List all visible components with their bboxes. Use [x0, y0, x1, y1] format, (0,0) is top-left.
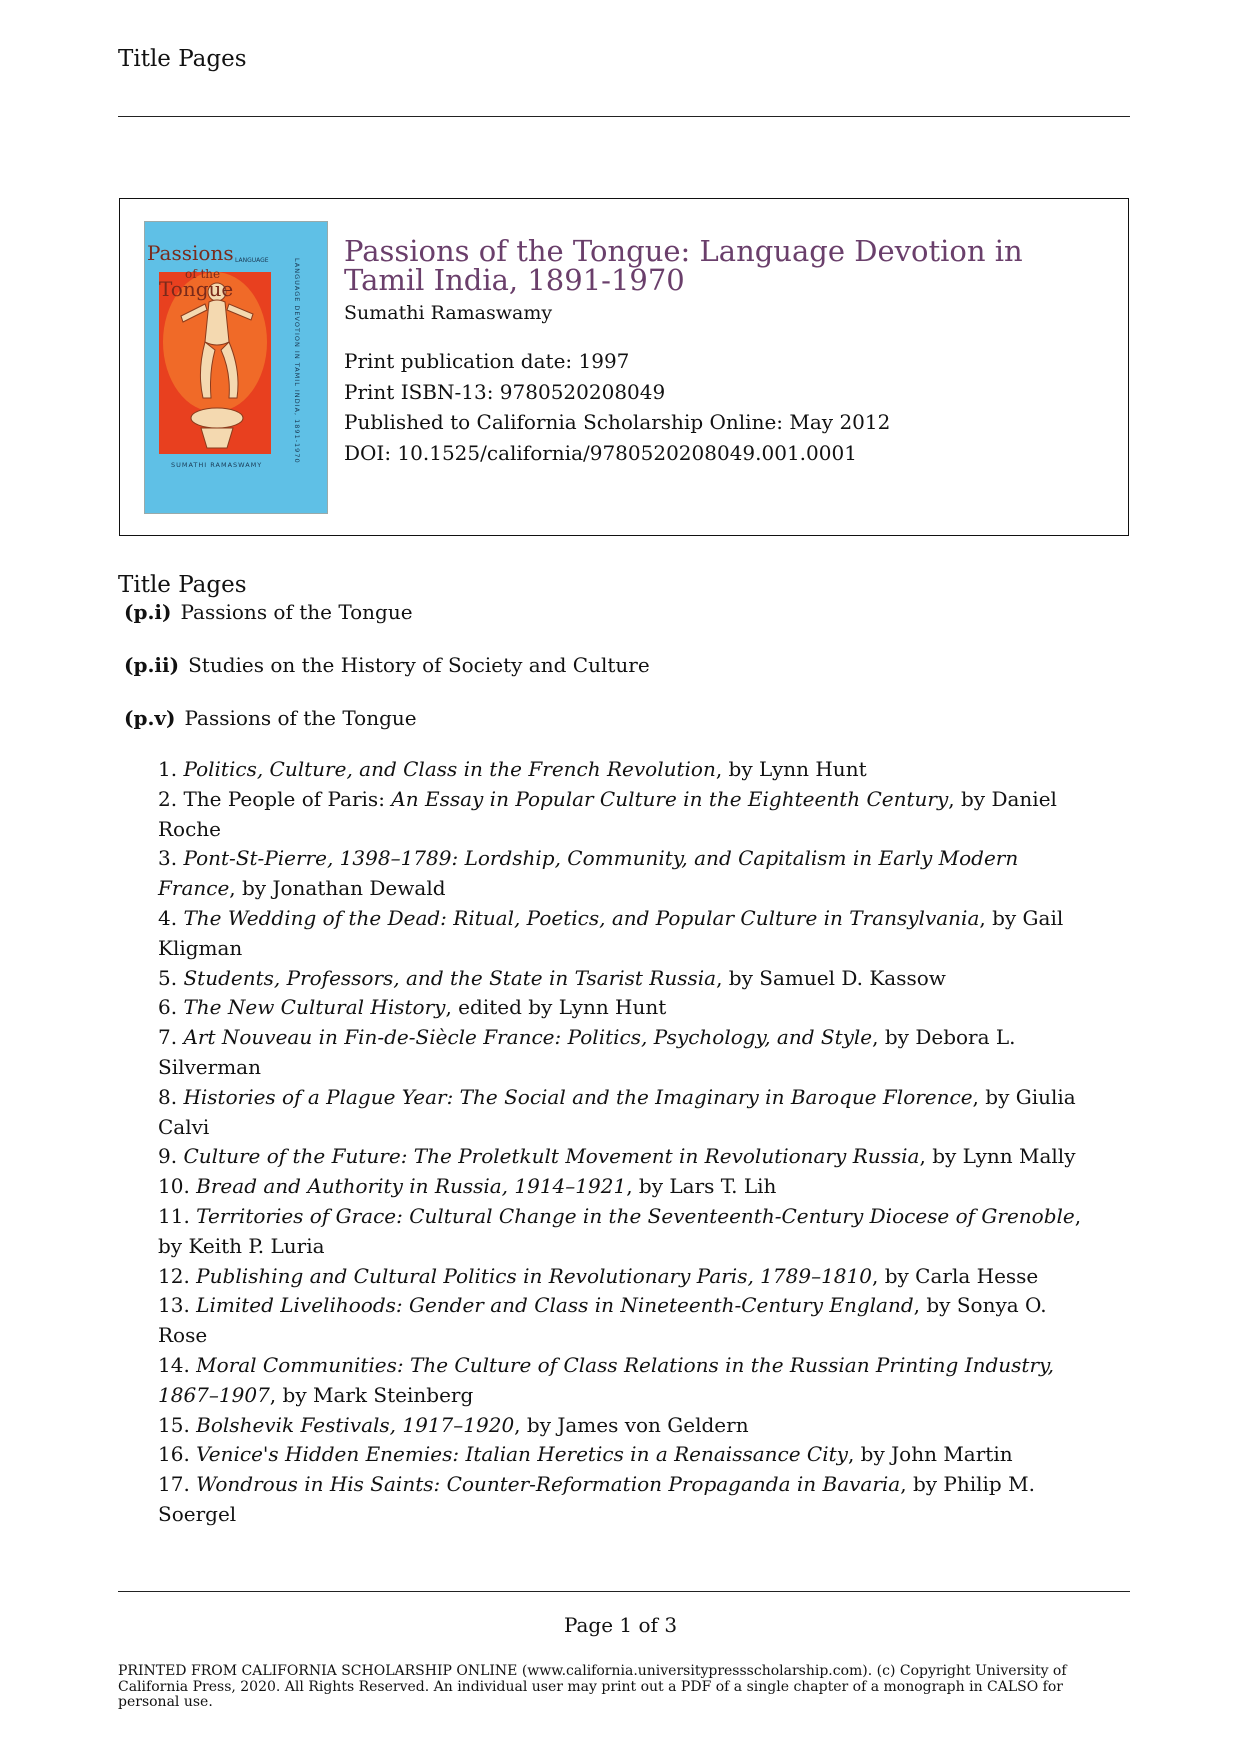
- series-item-title: Moral Communities: The Culture of Class Relations in the Russian Printing Industry, 1867–1907: [158, 1352, 1055, 1407]
- series-item-author: , by Jonathan Dewald: [229, 876, 446, 901]
- series-item-author: , edited by Lynn Hunt: [445, 995, 667, 1020]
- series-item-number: 10.: [158, 1174, 190, 1199]
- cover-title-line1: Passions: [147, 241, 234, 265]
- page-list: [124, 599, 1124, 732]
- series-item-number: 14.: [158, 1352, 190, 1377]
- series-item-author: , by Carla Hesse: [871, 1263, 1039, 1288]
- series-item-title: Territories of Grace: Cultural Change in the Seventeenth-Century Diocese of Grenoble: [196, 1203, 1075, 1228]
- series-item-author: , by Sonya O. Rose: [158, 1293, 1047, 1348]
- book-title: Passions of the Tongue: Language Devotion in Tamil India, 1891-1970: [344, 234, 1023, 297]
- book-publication-meta: [344, 346, 1084, 468]
- series-list-item: [158, 1262, 1088, 1292]
- page-ref: (p.i): [124, 600, 172, 624]
- series-list-item: [158, 1351, 1088, 1411]
- cover-title-line3: Tongue: [159, 277, 234, 301]
- book-author: Sumathi Ramaswamy: [344, 302, 553, 324]
- page-entry: [124, 652, 1124, 679]
- series-item-number: 3.: [158, 846, 178, 871]
- series-item-author: , by John Martin: [847, 1442, 1013, 1467]
- doi: DOI: 10.1525/california/9780520208049.001.0001: [344, 440, 857, 465]
- page-entry: [124, 705, 1124, 732]
- series-list-item: [158, 904, 1088, 964]
- series-list-item: [158, 1411, 1088, 1441]
- series-item-title: Wondrous in His Saints: Counter-Reformation Propaganda in Bavaria: [196, 1472, 901, 1497]
- print-publication-date: Print publication date: 1997: [344, 349, 630, 373]
- print-isbn: Print ISBN-13: 9780520208049: [344, 379, 666, 404]
- series-item-author: , by Lars T. Lih: [626, 1174, 777, 1199]
- series-item-title: Limited Livelihoods: Gender and Class in Nineteenth-Century England: [196, 1293, 914, 1318]
- cover-spine-text: LANGUAGE DEVOTION IN TAMIL INDIA, 1891-1970: [293, 258, 301, 464]
- series-item-number: 11.: [158, 1203, 190, 1228]
- series-list-item: [158, 1142, 1088, 1172]
- page-label: Passions of the Tongue: [180, 600, 413, 624]
- book-cover-image: [144, 221, 328, 514]
- series-item-number: 9.: [158, 1144, 178, 1169]
- series-item-number: 16.: [158, 1442, 190, 1467]
- footer-divider: [118, 1591, 1130, 1592]
- series-item-number: 5.: [158, 965, 178, 990]
- published-online-date: Published to California Scholarship Online: May 2012: [344, 410, 891, 434]
- series-list-item: [158, 1470, 1088, 1530]
- copyright-notice: PRINTED FROM CALIFORNIA SCHOLARSHIP ONLINE (www.california.universitypressscholarship.com). (c) Copyright University of California Press, 2020. All Rights Reserved. An individual user may print out a PDF of a single chapter of a monograph in CALSO for personal use.: [118, 1663, 1067, 1710]
- series-item-title: Bread and Authority in Russia, 1914–1921: [196, 1174, 627, 1199]
- series-item-author: , by Keith P. Luria: [158, 1203, 1082, 1258]
- page-number: Page 1 of 3: [563, 1613, 678, 1637]
- series-item-author: , by Giulia Calvi: [158, 1084, 1076, 1139]
- series-item-author: , by Mark Steinberg: [269, 1382, 474, 1407]
- series-item-title: Publishing and Cultural Politics in Revolutionary Paris, 1789–1810: [196, 1263, 872, 1288]
- series-item-number: 6.: [158, 995, 178, 1020]
- series-item-author: , by Daniel Roche: [158, 786, 1057, 841]
- series-item-number: 1.: [158, 757, 178, 781]
- series-item-author: , by Lynn Hunt: [715, 757, 867, 781]
- series-item-author: , by Gail Kligman: [158, 905, 1064, 960]
- page-ref: (p.ii): [124, 653, 180, 677]
- header-divider: [118, 116, 1130, 117]
- cover-title-line2: of the: [185, 267, 221, 281]
- page-label: Passions of the Tongue: [184, 706, 417, 730]
- book-metadata-box: [119, 198, 1129, 536]
- series-item-number: 17.: [158, 1472, 190, 1497]
- series-item-number: 15.: [158, 1412, 190, 1437]
- series-item-author: , by Samuel D. Kassow: [716, 965, 946, 990]
- series-list-item: [158, 1023, 1088, 1083]
- series-item-number: 7.: [158, 1025, 178, 1050]
- series-list-item: [158, 844, 1088, 904]
- series-item-author: , by Lynn Mally: [919, 1144, 1076, 1169]
- series-item-title: Pont-St-Pierre, 1398–1789: Lordship, Community, and Capitalism in Early Modern France: [158, 846, 1019, 901]
- series-item-number: 2.: [158, 786, 178, 811]
- series-item-title: Politics, Culture, and Class in the French Revolution: [183, 757, 716, 781]
- series-list-item: [158, 785, 1088, 845]
- series-item-number: 8.: [158, 1084, 178, 1109]
- series-item-title: An Essay in Popular Culture in the Eighteenth Century: [391, 786, 949, 811]
- series-item-title: Histories of a Plague Year: The Social and the Imaginary in Baroque Florence: [183, 1084, 973, 1109]
- cover-top-right-text: LANGUAGE: [235, 257, 269, 264]
- series-item-title: Venice's Hidden Enemies: Italian Heretics in a Renaissance City: [196, 1442, 848, 1467]
- cover-author-text: SUMATHI RAMASWAMY: [171, 461, 263, 469]
- page-ref: (p.v): [124, 706, 176, 730]
- series-list-item: [158, 1172, 1088, 1202]
- series-list-item: [158, 964, 1088, 994]
- series-item-title: Culture of the Future: The Proletkult Movement in Revolutionary Russia: [183, 1144, 920, 1169]
- section-title: Title Pages: [118, 572, 247, 598]
- series-item-title: The Wedding of the Dead: Ritual, Poetics, and Popular Culture in Transylvania: [183, 905, 980, 930]
- series-item-author: , by Philip M. Soergel: [158, 1472, 1035, 1526]
- series-list: [158, 755, 1088, 1530]
- series-list-item: [158, 1202, 1088, 1262]
- series-item-title: Bolshevik Festivals, 1917–1920: [196, 1412, 515, 1437]
- page-entry: [124, 599, 1124, 626]
- running-header-title: Title Pages: [118, 46, 247, 72]
- series-item-author: , by Debora L. Silverman: [158, 1025, 1016, 1079]
- series-item-title: The New Cultural History: [183, 995, 446, 1020]
- series-item-number: 12.: [158, 1263, 190, 1288]
- series-item-number: 4.: [158, 905, 178, 930]
- series-list-item: [158, 993, 1088, 1023]
- book-info: [344, 234, 1084, 468]
- series-list-item: [158, 1440, 1088, 1470]
- series-list-item: [158, 1083, 1088, 1143]
- series-list-item: [158, 755, 1088, 785]
- series-list-item: [158, 1291, 1088, 1351]
- page-label: Studies on the History of Society and Culture: [188, 653, 650, 677]
- series-item-title: Students, Professors, and the State in Tsarist Russia: [183, 965, 717, 990]
- series-item-number: 13.: [158, 1293, 190, 1318]
- series-item-title: Art Nouveau in Fin-de-Siècle France: Politics, Psychology, and Style: [183, 1025, 873, 1050]
- series-item-author: , by James von Geldern: [514, 1412, 749, 1437]
- series-item-prefix: The People of Paris:: [183, 786, 392, 811]
